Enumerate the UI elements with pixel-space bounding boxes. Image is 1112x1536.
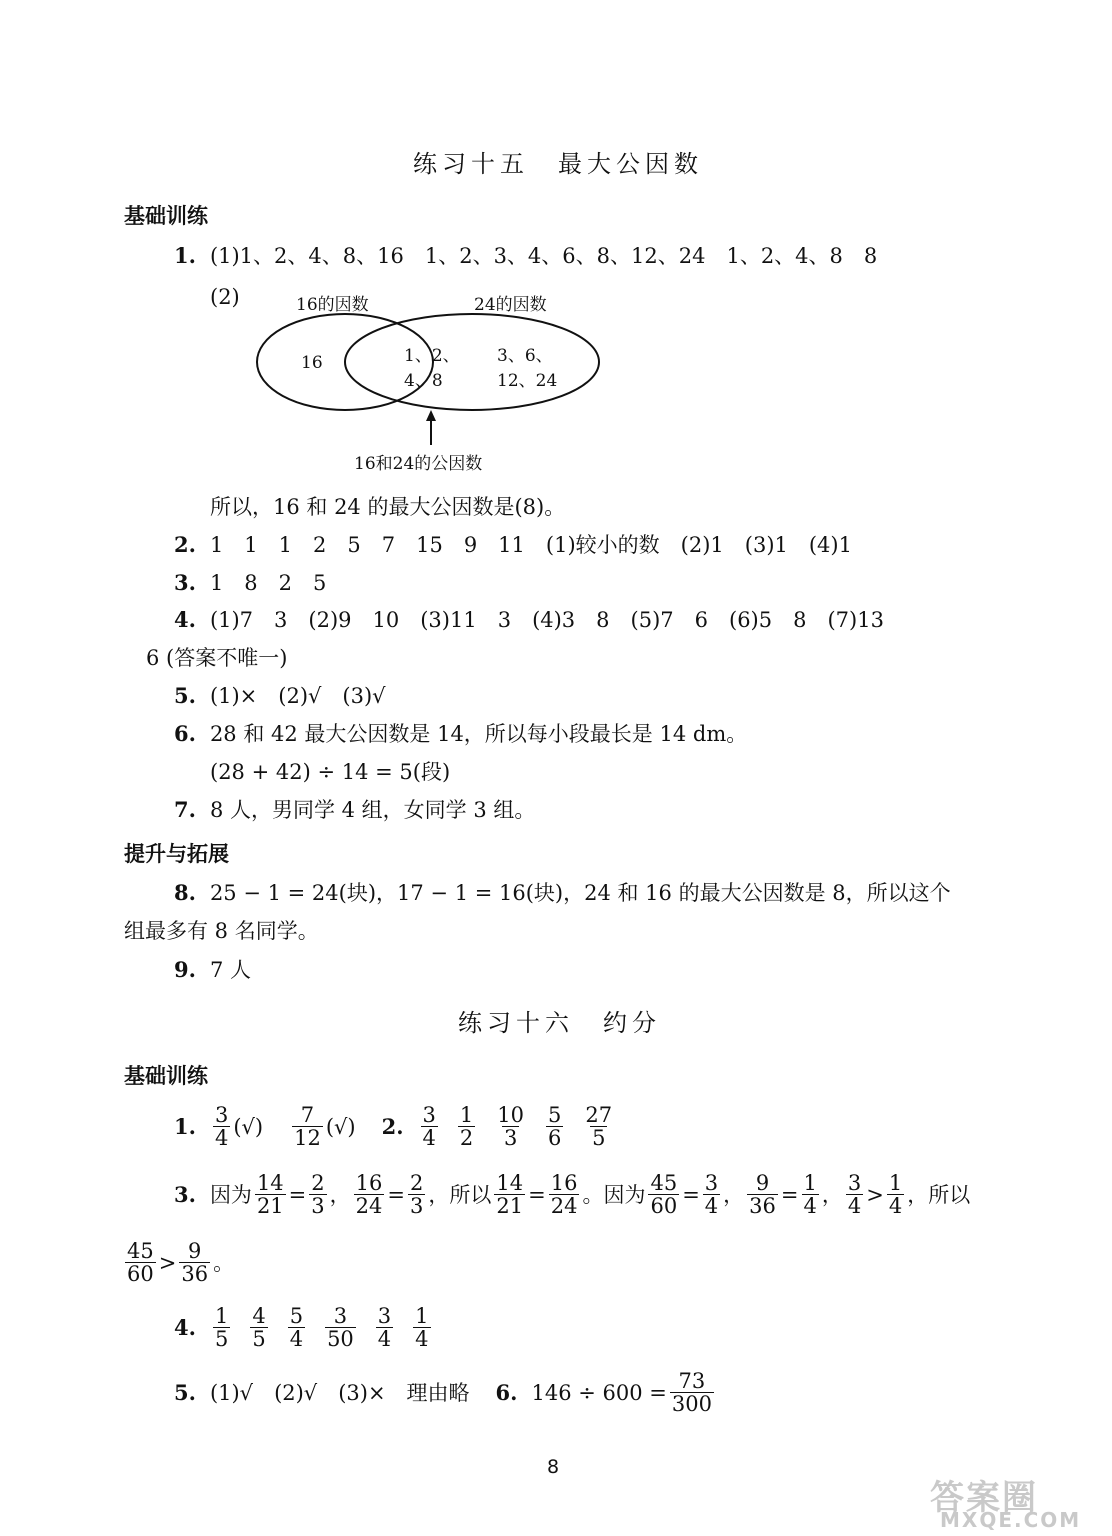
venn-bottom-label: 16和24的公因数 (354, 454, 483, 474)
q8 (174, 880, 951, 906)
fraction: $\frac{14}{21}$ (496, 1171, 524, 1218)
answer-text: 1 8 2 5 (209, 571, 327, 595)
watermark-logo: 答案圈 (930, 1478, 1038, 1518)
answer-text: (1)× (2)√ (3)√ (209, 684, 386, 708)
text-so: 所以 (449, 1182, 492, 1207)
question-number: 6. (495, 1379, 518, 1405)
fraction: $\frac{2}{3}$ (410, 1171, 424, 1218)
fraction: $\frac{3}{4}$ (422, 1103, 436, 1150)
question-number: 4. (174, 1314, 196, 1340)
fraction: $\frac{2}{3}$ (311, 1171, 325, 1218)
q6-calculation: (28 + 42) ÷ 14 = 5(段) (210, 760, 451, 784)
question-number: 7. (174, 797, 196, 822)
watermark-url: MXQE.COM (940, 1508, 1082, 1532)
page-number: 8 (547, 1456, 560, 1478)
venn-left-only: 16 (301, 353, 323, 373)
section-title-15: 练习十五 最大公因数 (413, 150, 703, 178)
fraction: $\frac{10}{3}$ (497, 1103, 525, 1150)
section-title-16: 练习十六 约分 (458, 1009, 661, 1037)
q3-line1: 3. 因为 $\frac{14}{21}$ = $\frac{2}{3}$ ， $\frac{16}{24}$ = $\frac{2}{3}$ ， 所以 $\frac{14}{21}$ = $\frac{16}{24}$ 。 因为 $\frac{45}{60}$ = $\frac{3}{4}$ ， $\frac{9}{36}$ = $\frac{1}{4}$ ， $\frac{3}{4}$ > $\frac{1}{4}$ ，所以 (174, 1171, 971, 1218)
q2 (174, 532, 852, 558)
fraction: $\frac{3}{4}$ (214, 1103, 229, 1150)
calc-lhs: 146 ÷ 600 = (531, 1380, 667, 1405)
answer-text: (1)7 3 (2)9 10 (3)11 3 (4)3 8 (5)7 6 (6)5 8 (7)13 (209, 608, 884, 632)
answer-text: 28 和 42 最大公因数是 14，所以每小段最长是 14 dm。 (209, 722, 748, 746)
question-number: 6. (174, 721, 196, 746)
answer-text: 8 人，男同学 4 组，女同学 3 组。 (209, 798, 536, 822)
q5-q6-line (174, 1370, 717, 1415)
question-number: 3. (174, 1181, 196, 1207)
fraction: $\frac{4}{5}$ (252, 1304, 266, 1351)
question-number: 5. (174, 1379, 196, 1405)
text-so: ，所以 (907, 1182, 971, 1207)
question-number: 3. (174, 570, 196, 595)
fraction: $\frac{1}{4}$ (803, 1171, 817, 1218)
question-number: 9. (174, 957, 196, 982)
heading-basic-training-15: 基础训练 (124, 204, 208, 228)
q4 (174, 607, 884, 633)
venn-label-24-factors: 24的因数 (474, 295, 547, 315)
question-number: 5. (174, 683, 196, 708)
venn-common-line1: 1、2、 (404, 346, 460, 366)
question-number: 1. (174, 243, 196, 268)
fraction: $\frac{9}{36}$ (749, 1171, 776, 1218)
question-number: 1. (174, 1113, 196, 1139)
fraction: $\frac{3}{4}$ (704, 1171, 719, 1218)
arrow-head (426, 410, 436, 421)
fraction: $\frac{1}{4}$ (888, 1171, 903, 1218)
fraction: $\frac{5}{6}$ (548, 1103, 562, 1150)
question-number: 2. (174, 532, 196, 557)
q1-conclusion: 所以，16 和 24 的最大公因数是(8)。 (210, 495, 566, 519)
q3 (174, 570, 326, 596)
fraction: $\frac{3}{4}$ (377, 1304, 392, 1351)
fraction: $\frac{73}{300}$ (671, 1369, 712, 1416)
q6 (174, 721, 747, 747)
q3-line2: $\frac{45}{60}$ > $\frac{9}{36}$ 。 (127, 1239, 235, 1286)
text-because: 因为 (209, 1182, 252, 1207)
fraction: $\frac{16}{24}$ (550, 1171, 578, 1218)
text-because: 因为 (603, 1182, 646, 1207)
fraction: $\frac{16}{24}$ (355, 1171, 383, 1218)
check-mark: (√) (325, 1114, 356, 1139)
question-number: 2. (381, 1113, 404, 1139)
fraction: $\frac{3}{50}$ (327, 1304, 354, 1351)
right-ellipse (345, 314, 599, 410)
venn-right-line1: 3、6、 (497, 346, 553, 366)
fraction: $\frac{9}{36}$ (181, 1239, 209, 1286)
answer-text: 7 人 (209, 958, 251, 982)
question-number: 4. (174, 607, 196, 632)
fraction: $\frac{27}{5}$ (585, 1103, 613, 1150)
q1-q2-line (174, 1104, 617, 1149)
check-mark: (√) (233, 1114, 264, 1139)
answer-text: 25 − 1 = 24(块)，17 − 1 = 16(块)，24 和 16 的最大公因数是 8，所以这个 (209, 881, 951, 905)
fraction: $\frac{1}{5}$ (214, 1304, 229, 1351)
fraction: $\frac{1}{4}$ (415, 1304, 429, 1351)
q1-line1 (174, 243, 877, 269)
q4-line (174, 1305, 434, 1350)
venn-label-16-factors: 16的因数 (296, 295, 369, 315)
answer-text: 1 1 1 2 5 7 15 9 11 (1)较小的数 (2)1 (3)1 (4)1 (209, 533, 852, 557)
q9 (174, 957, 251, 983)
fraction: $\frac{45}{60}$ (650, 1171, 678, 1218)
answer-text: (1)1、2、4、8、16 1、2、3、4、6、8、12、24 1、2、4、8 8 (209, 244, 878, 268)
q5 (174, 683, 386, 709)
answer-text: (1)√ (2)√ (3)× 理由略 (209, 1380, 470, 1405)
q8-continuation: 组最多有 8 名同学。 (124, 919, 319, 943)
q4-continuation: 6 (答案不唯一) (146, 646, 288, 670)
fraction: $\frac{1}{2}$ (459, 1103, 474, 1150)
q1-sub2-label: (2) (210, 285, 240, 309)
fraction: $\frac{14}{21}$ (256, 1171, 284, 1218)
fraction: $\frac{7}{12}$ (294, 1103, 321, 1150)
venn-common-line2: 4、8 (404, 371, 443, 391)
heading-basic-training-16: 基础训练 (124, 1064, 208, 1088)
venn-right-line2: 12、24 (497, 371, 558, 391)
fraction: $\frac{5}{4}$ (289, 1304, 304, 1351)
fraction: $\frac{3}{4}$ (847, 1171, 862, 1218)
question-number: 8. (174, 880, 196, 905)
q7 (174, 797, 535, 823)
heading-extension: 提升与拓展 (124, 842, 229, 866)
fraction: $\frac{45}{60}$ (127, 1239, 154, 1286)
